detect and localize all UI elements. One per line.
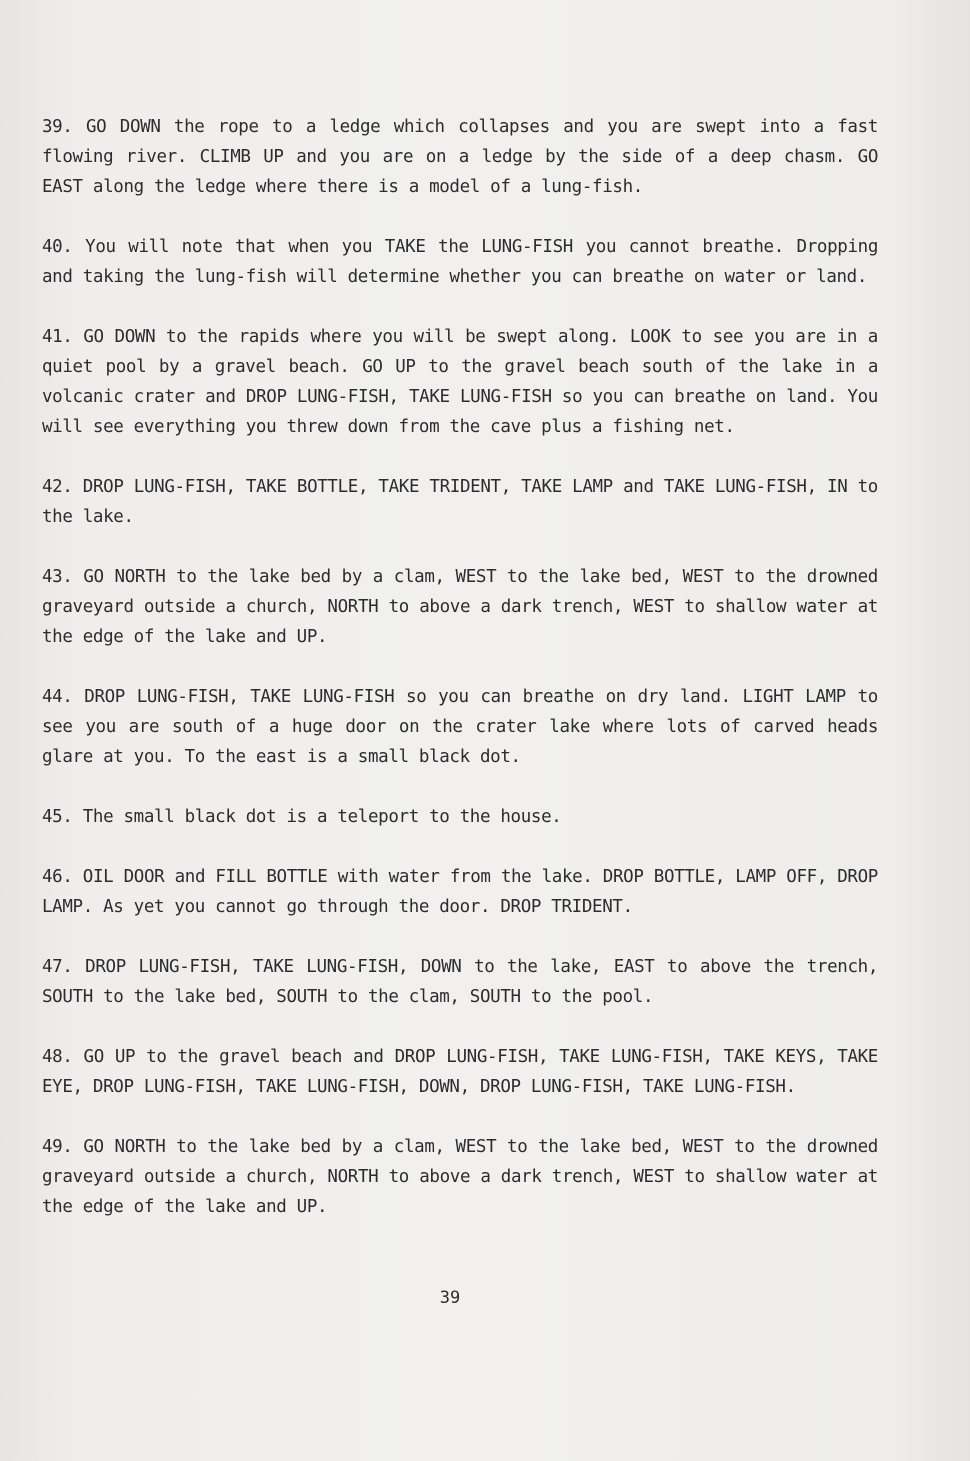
paragraph-44: 44. DROP LUNG-FISH, TAKE LUNG-FISH so you can breathe on dry land. LIGHT LAMP to see you are south of a huge door on the crater lake where lots of carved heads glare at you. To the east is a small black dot. [42,687,878,767]
paragraph-46: 46. OIL DOOR and FILL BOTTLE with water from the lake. DROP BOTTLE, LAMP OFF, DROP LAMP. As yet you cannot go through the door. DROP TRIDENT. [42,867,878,917]
paragraph-48: 48. GO UP to the gravel beach and DROP LUNG-FISH, TAKE LUNG-FISH, TAKE KEYS, TAKE EYE, DROP LUNG-FISH, TAKE LUNG-FISH, DOWN, DROP LUNG-FISH, TAKE LUNG-FISH. [42,1047,878,1097]
paragraph-42: 42. DROP LUNG-FISH, TAKE BOTTLE, TAKE TRIDENT, TAKE LAMP and TAKE LUNG-FISH, IN to the lake. [42,477,878,527]
walkthrough-text [42,112,878,1252]
paragraph-47: 47. DROP LUNG-FISH, TAKE LUNG-FISH, DOWN to the lake, EAST to above the trench, SOUTH to the lake bed, SOUTH to the clam, SOUTH to the pool. [42,957,878,1007]
paragraph-41: 41. GO DOWN to the rapids where you will be swept along. LOOK to see you are in a quiet pool by a gravel beach. GO UP to the gravel beach south of the lake in a volcanic crater and DROP LUNG-FISH, TAKE LUNG-FISH so you can breathe on land. You will see everything you threw down from the cave plus a fishing net. [42,327,878,437]
paragraph-43: 43. GO NORTH to the lake bed by a clam, WEST to the lake bed, WEST to the drowned graveyard outside a church, NORTH to above a dark trench, WEST to shallow water at the edge of the lake and UP. [42,567,878,647]
paragraph-45: 45. The small black dot is a teleport to the house. [42,807,562,827]
paragraph-39: 39. GO DOWN the rope to a ledge which collapses and you are swept into a fast flowing river. CLIMB UP and you are on a ledge by the side of a deep chasm. GO EAST along the ledge where there is a model of a lung-fish. [42,117,878,197]
paragraph-40: 40. You will note that when you TAKE the LUNG-FISH you cannot breathe. Dropping and taking the lung-fish will determine whether you can breathe on water or land. [42,237,878,287]
page-number: 39 [439,1288,461,1308]
paragraph-49: 49. GO NORTH to the lake bed by a clam, WEST to the lake bed, WEST to the drowned graveyard outside a church, NORTH to above a dark trench, WEST to shallow water at the edge of the lake and UP. [42,1137,878,1217]
